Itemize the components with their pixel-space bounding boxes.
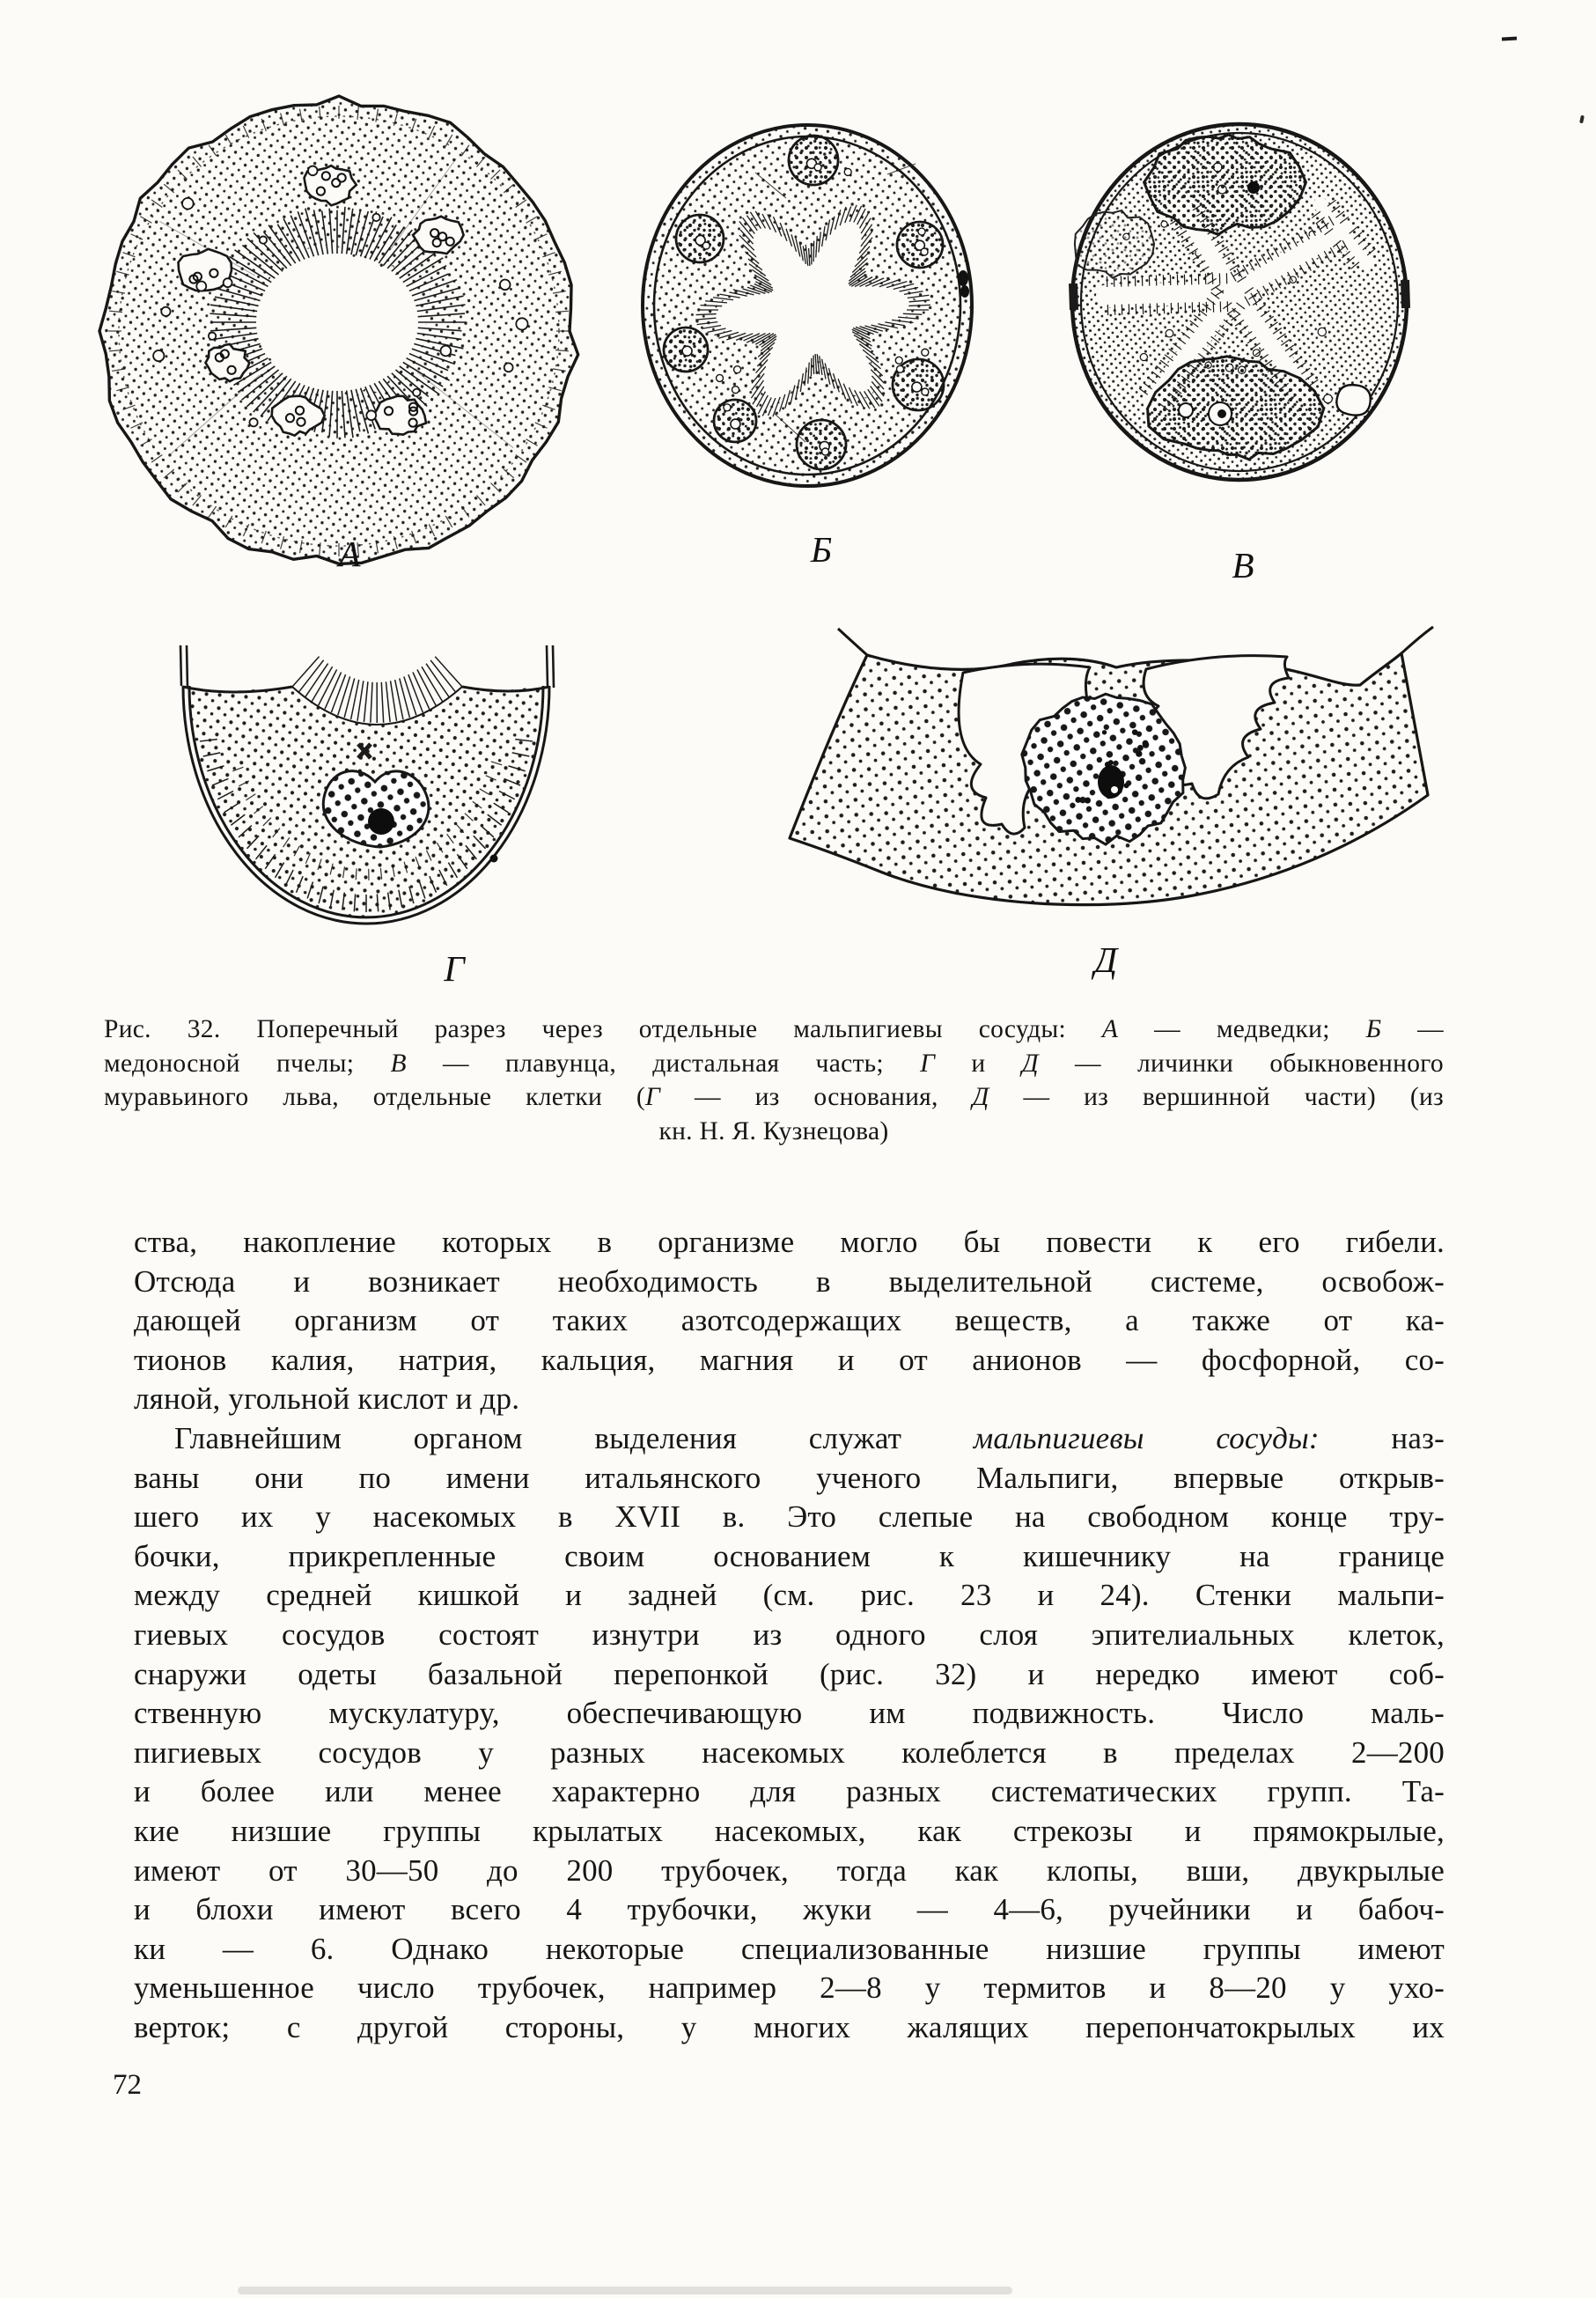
figure-g-antlion-basal-cell — [180, 645, 554, 924]
figure-label-d: Д — [1093, 939, 1118, 980]
text-line: ваны они по имени итальянского ученого Мальпиги, впервые открыв- — [134, 1460, 1445, 1495]
caption-line: медоносной пчелы; В — плавунца, дистальная часть; Г и Д — личинки обыкновенного — [104, 1049, 1444, 1078]
caption-line: муравьиного льва, отдельные клетки (Г — из основания, Д — из вершинной части) (из — [104, 1083, 1445, 1111]
text-line: ства, накопление которых в организме могло бы повести к его гибели. — [134, 1225, 1445, 1259]
figure-label-b: Б — [810, 529, 833, 570]
figure-label-g: Г — [444, 948, 465, 989]
text-line: тионов калия, натрия, кальция, магния и от анионов — фосфорной, со- — [134, 1342, 1445, 1377]
text-line: имеют от 30—50 до 200 трубочек, тогда как клопы, вши, двукрылые — [134, 1852, 1445, 1888]
text-line: Главнейшим органом выделения служат мальпигиевы сосуды: наз- — [174, 1420, 1445, 1455]
text-line: уменьшенное число трубочек, например 2—8 у термитов и 8—20 у ухо- — [134, 1970, 1445, 2006]
text-line: ственную мускулатуру, обеспечивающую им подвижность. Число маль- — [134, 1696, 1445, 1731]
text-line: Отсюда и возникает необходимость в выделительной системе, освобож- — [134, 1263, 1445, 1299]
text-line: верток; с другой стороны, у многих жалящих перепончатокрылых их — [134, 2009, 1445, 2044]
text-line: шего их у насекомых в XVII в. Это слепые на свободном конце тру- — [134, 1499, 1445, 1535]
text-line: снаружи одеты базальной перепонкой (рис. 32) и нередко имеют соб- — [134, 1656, 1445, 1691]
figure-a-medvedka-section — [99, 96, 578, 563]
figure-label-v: В — [1232, 545, 1254, 586]
text-line: ляной, угольной кислот и др. — [134, 1381, 520, 1417]
caption-line: Рис. 32. Поперечный разрез через отдельные мальпигиевы сосуды: А — медведки; Б — — [104, 1015, 1444, 1043]
text-line: и блохи имеют всего 4 трубочки, жуки — 4—6, ручейники и бабоч- — [134, 1892, 1445, 1927]
figure-d-antlion-apical-cell — [790, 627, 1433, 905]
text-line: гиевых сосудов состоят изнутри из одного слоя эпителиальных клеток, — [134, 1617, 1445, 1652]
text-line: пигиевых сосудов у разных насекомых колеблется в пределах 2—200 — [134, 1735, 1445, 1770]
text-line: кие низшие группы крылатых насекомых, как стрекозы и прямокрылые, — [134, 1813, 1445, 1848]
figure-caption — [104, 1013, 1444, 1148]
figure-b-honeybee-section — [643, 125, 972, 486]
text-line: дающей организм от таких азотсодержащих веществ, а также от ка- — [134, 1303, 1445, 1338]
text-line: и более или менее характерно для разных систематических групп. Та- — [134, 1774, 1445, 1809]
figure-v-diving-beetle-section — [1072, 124, 1407, 480]
text-line: между средней кишкой и задней (см. рис. 23 и 24). Стенки мальпи- — [134, 1578, 1445, 1613]
page-number: 72 — [113, 2069, 142, 2101]
text-line: бочки, прикрепленные своим основанием к кишечнику на границе — [134, 1538, 1445, 1573]
text-line: ки — 6. Однако некоторые специализованные низшие группы имеют — [134, 1931, 1445, 1966]
caption-line: кн. Н. Я. Кузнецова) — [658, 1116, 889, 1145]
figure-32-illustration — [0, 0, 1596, 1013]
body-text — [134, 1223, 1445, 2047]
scan-edge-shadow — [238, 2287, 1012, 2294]
figure-label-a: А — [338, 534, 361, 574]
